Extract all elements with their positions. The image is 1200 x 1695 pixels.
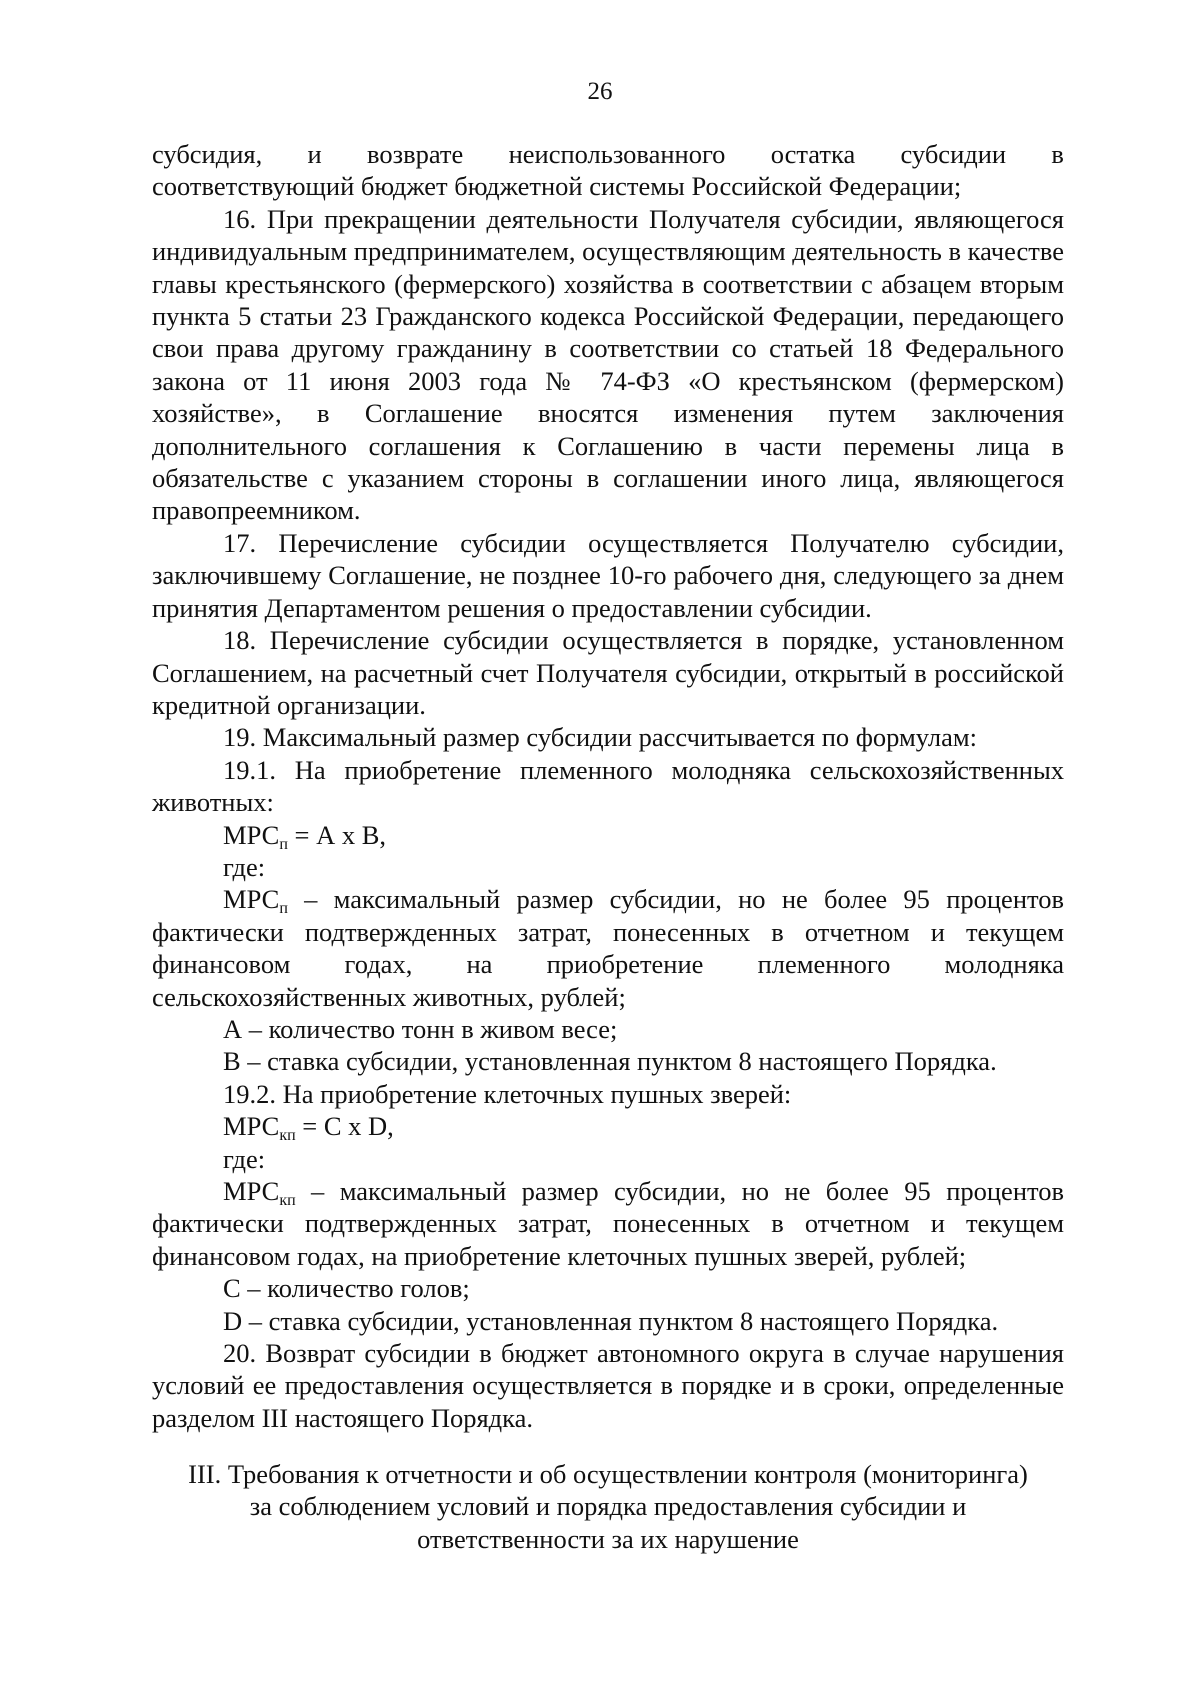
section-heading-line: ответственности за их нарушение xyxy=(417,1523,799,1554)
word: субсидии xyxy=(900,139,1007,169)
word: остатка xyxy=(770,139,856,169)
where-label: где: xyxy=(223,851,266,882)
section-heading-line: за соблюдением условий и порядка предоставления субсидии и xyxy=(249,1491,967,1522)
word: в xyxy=(1051,139,1064,169)
word: возврате xyxy=(367,139,464,169)
paragraph-19-2: 19.2. На приобретение клеточных пушных зверей: xyxy=(223,1078,792,1109)
paragraph-continuation-end: соответствующий бюджет бюджетной системы Российской Федерации; xyxy=(152,171,962,202)
definition-d: D – ставка субсидии, установленная пунктом 8 настоящего Порядка. xyxy=(223,1305,999,1336)
paragraph-16: 16. При прекращении деятельности Получателя субсидии, являющегося индивидуальным предпринимателем, осуществляющим деятельность в качестве главы крестьянского (фермерского) хозяйства в соответствии с абзацем вторым пункта 5 статьи 23 Гражданского кодекса Российской Федерации, передающего свои права другому гражданину в соответствии со статьей 18 Федерального закона от 11 июня 2003 года № 74-ФЗ «О крестьянском (фермерском) хозяйстве», в Соглашение вносятся изменения путем заключения дополнительного соглашения к Соглашению в части перемены лица в обязательстве с указанием стороны в соглашении иного лица, являющегося правопреемником. xyxy=(152,203,1064,526)
section-heading-line: III. Требования к отчетности и об осуществлении контроля (мониторинга) xyxy=(188,1459,1028,1489)
paragraph-20: 20. Возврат субсидии в бюджет автономного округа в случае нарушения условий ее предоставления осуществляется в порядке и в сроки, определенные разделом III настоящего Порядка. xyxy=(152,1338,1064,1433)
paragraph-continuation-line xyxy=(152,138,1064,170)
paragraph-18: 18. Перечисление субсидии осуществляется в порядке, установленном Соглашением, на расчетный счет Получателя субсидии, открытый в российской кредитной организации. xyxy=(152,625,1064,720)
formula-mrs-p: $МРС_п = А$ x В, xyxy=(223,819,387,853)
definition-b: В – ставка субсидии, установленная пунктом 8 настоящего Порядка. xyxy=(223,1046,997,1077)
definition-mrs-p: $МРС_п$ – максимальный размер субсидии, но не более 95 процентов фактически подтвержденных затрат, понесенных в отчетном и текущем финансовом годах, на приобретение племенного молодняка сельскохозяйственных животных, рублей; xyxy=(152,884,1064,1012)
word: неиспользованного xyxy=(508,139,726,169)
where-label: где: xyxy=(223,1143,266,1174)
word: субсидия, xyxy=(152,139,263,169)
document-body xyxy=(152,138,1064,1434)
page-number: 26 xyxy=(587,78,613,105)
definition-c: С – количество голов; xyxy=(223,1273,470,1304)
paragraph-17: 17. Перечисление субсидии осуществляется Получателю субсидии, заключившему Соглашение, не позднее 10-го рабочего дня, следующего за днем принятия Департаментом решения о предоставлении субсидии. xyxy=(152,527,1064,623)
formula-mrs-kp: $МРС_{кп} = С$ x D, xyxy=(223,1111,394,1145)
section-heading xyxy=(152,1458,1064,1555)
paragraph-19-1: 19.1. На приобретение племенного молодняка сельскохозяйственных животных: xyxy=(152,754,1064,818)
paragraph-19: 19. Максимальный размер субсидии рассчитывается по формулам: xyxy=(223,722,978,753)
definition-a: А – количество тонн в живом весе; xyxy=(223,1013,618,1044)
word: и xyxy=(307,139,322,169)
definition-mrs-kp: $МРС_{кп}$ – максимальный размер субсидии, но не более 95 процентов фактически подтвержденных затрат, понесенных в отчетном и текущем финансовом годах, на приобретение клеточных пушных зверей, рублей; xyxy=(152,1176,1064,1271)
